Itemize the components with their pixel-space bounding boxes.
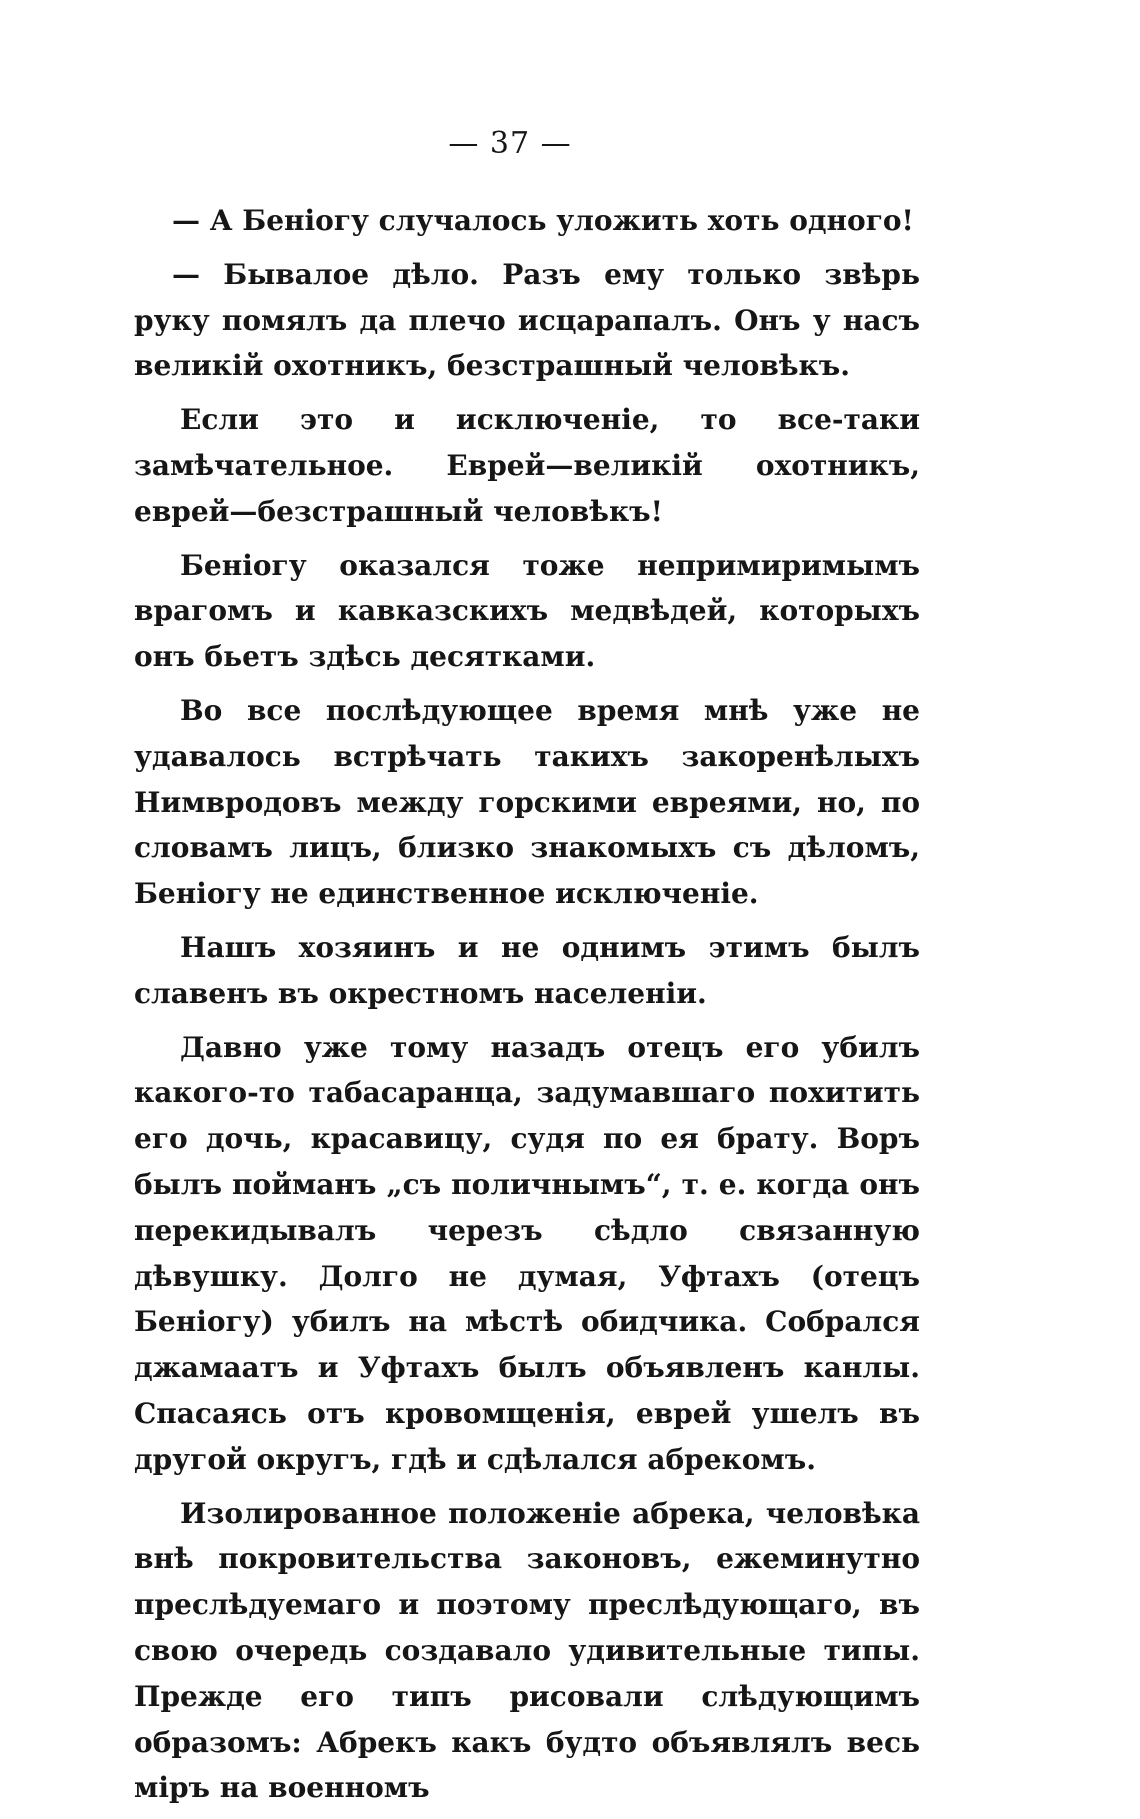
paragraph-4: Беніогу оказался тоже непримиримымъ врагомъ и кавказскихъ медвѣдей, которыхъ онъ бьетъ здѣсь десятками. [134,548,920,674]
paragraph-7: Давно уже тому назадъ отецъ его убилъ какого-то табасаранца, задумавшаго похитить его дочь, красавицу, судя по ея брату. Воръ былъ пойманъ „съ поличнымъ“, т. е. когда онъ перекидывалъ черезъ сѣдло связанную дѣвушку. Долго не думая, Уфтахъ (отецъ Беніогу) убилъ на мѣстѣ обидчика. Собрался джамаатъ и Уфтахъ былъ объявленъ канлы. Спасаясь отъ кровомщенія, еврей ушелъ въ другой округъ, гдѣ и сдѣлался абрекомъ. [134,1030,920,1476]
paragraph-6: Нашъ хозяинъ и не однимъ этимъ былъ славенъ въ окрестномъ населеніи. [134,930,920,1010]
body-text [134,198,920,1819]
paragraph-1: — А Беніогу случалось уложить хоть одного! [172,204,914,237]
paragraph-5: Во все послѣдующее время мнѣ уже не удавалось встрѣчать такихъ закоренѣлыхъ Нимвродовъ между горскими евреями, но, по словамъ лицъ, близко знакомыхъ съ дѣломъ, Беніогу не единственное исключеніе. [134,693,920,911]
paragraph-8: Изолированное положеніе абрека, человѣка внѣ покровительства законовъ, ежеминутно преслѣдуемаго и поэтому преслѣдующаго, въ свою очередь создавало удивительные типы. Прежде его типъ рисовали слѣдующимъ образомъ: Абрекъ какъ будто объявлялъ весь міръ на военномъ [134,1496,920,1805]
page-number: — 37 — [448,126,572,161]
paragraph-2: — Бывалое дѣло. Разъ ему только звѣрь руку помялъ да плечо исцарапалъ. Онъ у насъ великій охотникъ, безстрашный человѣкъ. [134,257,920,383]
paragraph-3: Если это и исключеніе, то все-таки замѣчательное. Еврей—великій охотникъ, еврей—безстрашный человѣкъ! [134,403,920,528]
